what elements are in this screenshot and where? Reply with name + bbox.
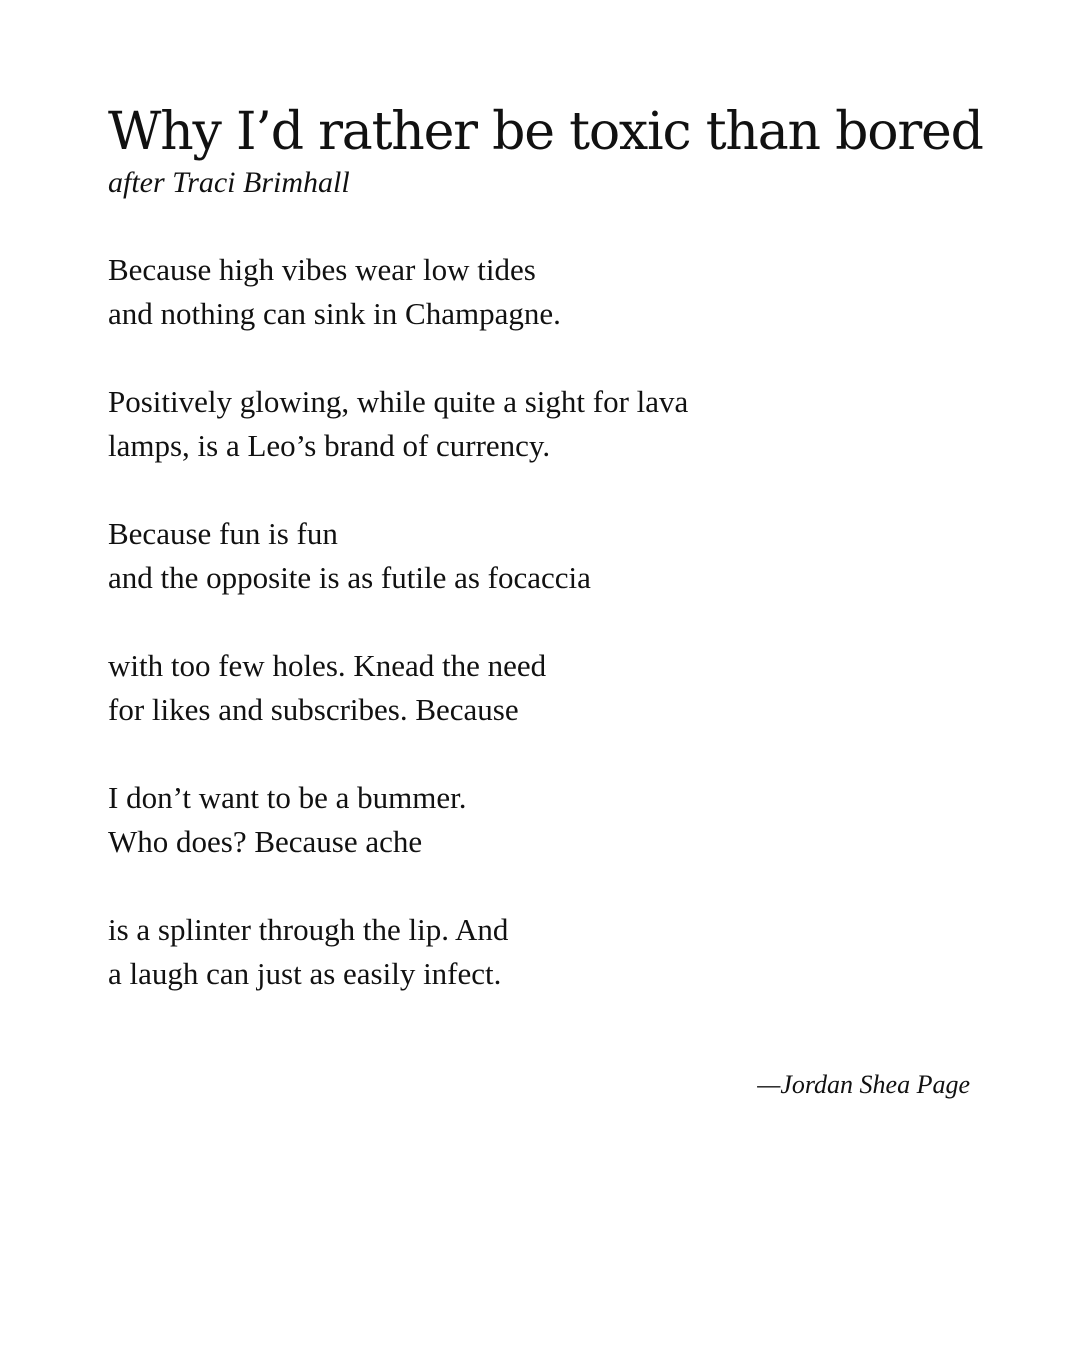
poem-dedication: after Traci Brimhall [108,166,350,199]
poem-title: Why I’d rather be toxic than bored [108,102,983,162]
stanza-2 [108,380,688,468]
poem-line: with too few holes. Knead the need [108,648,547,683]
poem-line: for likes and subscribes. Because [108,692,519,727]
poem-line: Because fun is fun [108,516,338,551]
poem-line: lamps, is a Leo’s brand of currency. [108,428,551,463]
stanza-4 [108,644,546,732]
stanza-5 [108,776,466,864]
poem-line: Because high vibes wear low tides [108,252,536,287]
stanza-1 [108,248,561,336]
stanza-6 [108,908,508,996]
poem-line: is a splinter through the lip. And [108,912,509,947]
poem-line: Positively glowing, while quite a sight for lava [108,384,689,419]
poem-line: and the opposite is as futile as focaccia [108,560,591,595]
stanza-3 [108,512,591,600]
poem-line: a laugh can just as easily infect. [108,956,502,991]
poem-line: and nothing can sink in Champagne. [108,296,561,331]
poem-line: Who does? Because ache [108,824,423,859]
poem-line: I don’t want to be a bummer. [108,780,467,815]
poem-attribution: —Jordan Shea Page [757,1070,970,1099]
